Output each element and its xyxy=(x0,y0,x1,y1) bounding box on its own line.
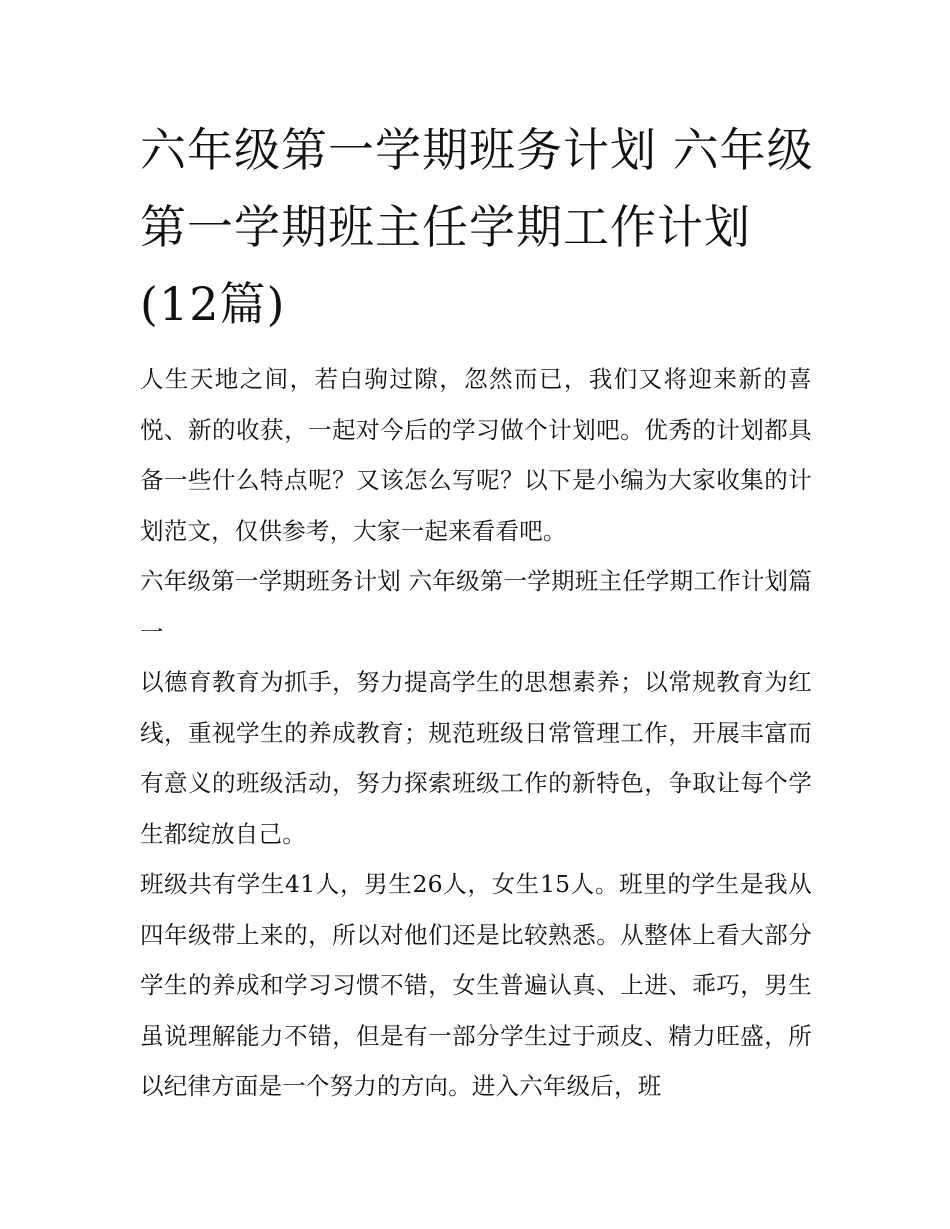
class-analysis-paragraph: 班级共有学生41人，男生26人，女生15人。班里的学生是我从四年级带上来的，所以对他们还是比较熟悉。从整体上看大部分学生的养成和学习习惯不错，女生普遍认真、上进、乖巧，男生虽说理解能力不错，但是有一部分学生过于顽皮、精力旺盛，所以纪律方面是一个努力的方向。进入六年级后，班 xyxy=(140,870,812,1100)
document-title: 六年级第一学期班务计划 六年级第一学期班主任学期工作计划(12篇) xyxy=(140,123,814,331)
document-body xyxy=(140,354,812,1112)
goal-paragraph: 以德育教育为抓手，努力提高学生的思想素养；以常规教育为红线，重视学生的养成教育；规范班级日常管理工作，开展丰富而有意义的班级活动，努力探索班级工作的新特色，争取让每个学生都绽放自己。 xyxy=(140,668,812,848)
intro-paragraph: 人生天地之间，若白驹过隙，忽然而已，我们又将迎来新的喜悦、新的收获，一起对今后的学习做个计划吧。优秀的计划都具备一些什么特点呢？又该怎么写呢？以下是小编为大家收集的计划范文，仅供参考，大家一起来看看吧。 xyxy=(140,365,812,545)
section-heading: 六年级第一学期班务计划 六年级第一学期班主任学期工作计划篇一 xyxy=(140,567,812,646)
